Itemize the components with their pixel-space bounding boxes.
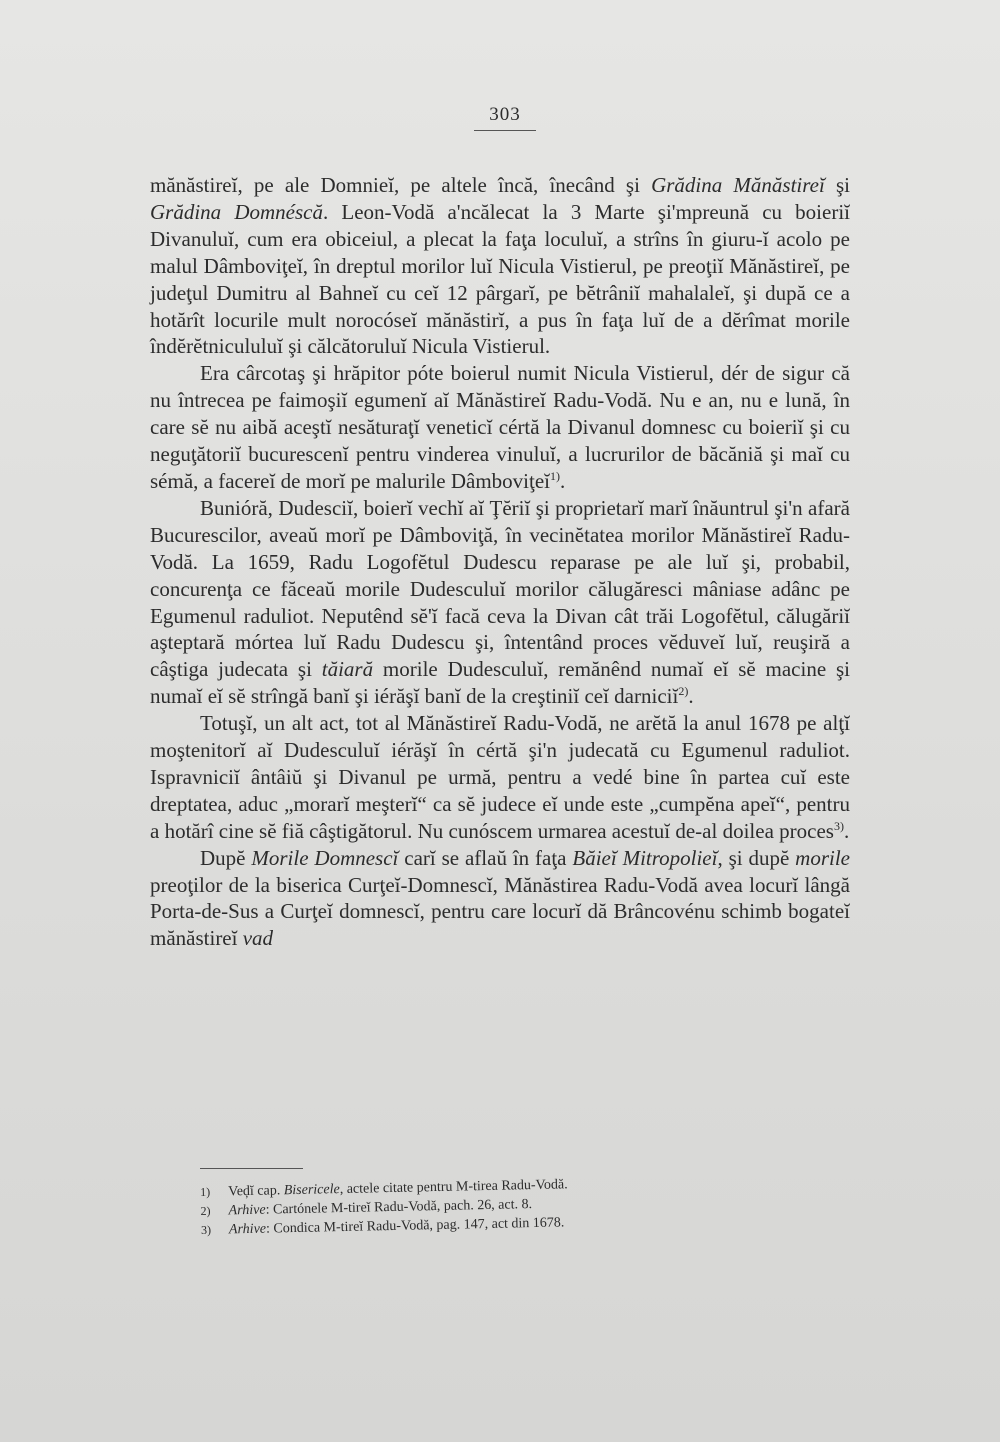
text-run: : Cartónele M-tireĭ Radu-Vodă, pach. 26, act. 8. <box>265 1197 533 1218</box>
text-run: , şi dupĕ <box>717 845 796 870</box>
footnote-ref: 3) <box>833 818 844 833</box>
text-run: mănăstireĭ, pe ale Domnieĭ, pe altele încă, înecând şi <box>150 173 652 197</box>
body-text <box>150 172 850 952</box>
text-run: morile Dudesculuĭ, remănênd numaĭ eĭ sĕ macine şi numaĭ eĭ sĕ strîngă banĭ şi iérăşĭ banĭ de la creştiniĭ ceĭ darniciĭ <box>150 657 850 709</box>
italic-text: morile <box>795 845 850 870</box>
paragraph <box>150 172 850 360</box>
italic-text: Arhive <box>228 1202 266 1219</box>
paragraph <box>150 845 850 953</box>
italic-text: tăiară <box>321 657 374 682</box>
text-run: , actele citate pentru M-tirea Radu-Vodă. <box>339 1177 568 1198</box>
footnote-number: 2) <box>200 1203 211 1218</box>
italic-text: Bisericele <box>283 1182 340 1199</box>
footnotes <box>200 1172 721 1240</box>
italic-text: Morile Domnescĭ <box>251 845 399 870</box>
footnote-number: 3) <box>200 1222 212 1237</box>
text-run: . <box>560 468 566 493</box>
text-run: . <box>688 684 694 709</box>
paragraph <box>150 360 850 495</box>
text-run: Totuşĭ, un alt act, tot al Mănăstireĭ Radu-Vodă, ne arĕtă la anul 1678 pe alţĭ moştenitorĭ aĭ Dudesculuĭ iérăşĭ în cértă şi'n judecată cu Egumenul raduliot. Ispravniciĭ ântâiŭ şi Divanul pe urmă, pentru a vedé bine în partea cuĭ este dreptatea, aduc „morarĭ meşterĭ“ ca sĕ judece eĭ unde este „cumpĕna apeĭ“, pentru a hotărî cine sĕ fiă câştigătorul. Nu cunóscem urmarea acestuĭ de-al doilea proces <box>150 711 850 843</box>
page-number-rule <box>474 130 536 131</box>
footnote-ref: 1) <box>550 468 560 483</box>
text-run: : Condica M-tireĭ Radu-Vodă, pag. 147, act din 1678. <box>265 1215 565 1237</box>
text-run: Veḑĭ cap. <box>228 1183 284 1200</box>
text-run: Era cârcotaş şi hrăpitor póte boierul numit Nicula Vistierul, dér de sigur că nu întrecea pe faimoşiĭ egumenĭ aĭ Mănăstireĭ Radu-Vodă. Nu e an, nu e lună, în care sĕ nu aibă aceştĭ nesăturaţĭ veneticĭ cértă la Divanul domnesc cu boieriĭ şi cu neguţătoriĭ bucurescenĭ pentru vinderea vinuluĭ, a lucrurilor de băcăniă şi maĭ cu sémă, a facereĭ de morĭ pe malurile Dâmboviţeĭ <box>150 361 850 493</box>
text-run: carĭ se aflaŭ în faţa <box>398 845 573 870</box>
footnote-number: 1) <box>200 1184 211 1199</box>
italic-text: Grădina Mănăstireĭ <box>651 173 825 197</box>
italic-text: Arhive <box>228 1221 267 1238</box>
italic-text: vad <box>242 926 274 951</box>
italic-text: Grădina Domnéscă <box>150 199 323 224</box>
text-run: . Leon-Vodă a'ncălecat la 3 Marte şi'mpreună cu boieriĭ Divanuluĭ, cum era obiceiul, a plecat la faţa loculuĭ, a strîns în giuru-ĭ acolo pe malul Dâmboviţeĭ, în dreptul morilor luĭ Nicula Vistierul, pe preoţiĭ Mănăstireĭ, pe judeţul Dumitru al Bahneĭ cu ceĭ 12 pârgarĭ, pe bĕtrâniĭ mahalaleĭ, şi după ce a hotărît locurile mult norocóseĭ mănăstirĭ, a pus în faţa luĭ de a dĕrîmat morile îndĕrĕtnicululuĭ şi călcătoruluĭ Nicula Vistierul. <box>150 199 850 359</box>
text-run: preoţilor de la biserica Curţeĭ-Domnescĭ, Mănăstirea Radu-Vodă avea locurĭ lângă Porta-de-Sus a Curţeĭ domnescĭ, pentru care locurĭ dă Brâncovénu schimb bogateĭ mănăstireĭ <box>150 872 850 951</box>
italic-text: Băieĭ Mitropolieĭ <box>572 845 718 870</box>
text-run: Dupĕ <box>200 845 252 870</box>
footnote-separator <box>200 1168 303 1169</box>
paragraph <box>150 710 850 845</box>
footnote-ref: 2) <box>678 684 689 699</box>
text-run: Bunióră, Dudesciĭ, boierĭ vechĭ aĭ Ţĕriĭ şi proprietarĭ marĭ înăuntrul şi'n afară Bucurescilor, aveaŭ morĭ pe Dâmboviţă, în vecinĕtatea morilor Mănăstireĭ Radu-Vodă. La 1659, Radu Logofĕtul Dudescu reparase pe ale luĭ şi, probabil, concurenţa ce făceaŭ morile Dudesculuĭ morilor călugăresci mâniase adânc pe Egumenul raduliot. Neputênd sĕ'ĭ facă ceva la Divan cât trăi Logofĕtul, călugăriĭ aşteptară mórtea luĭ Radu Dudescu şi, întentând proces vĕduveĭ luĭ, reuşiră a câştiga judecata şi <box>150 495 850 682</box>
text-run: . <box>843 818 850 843</box>
paragraph <box>150 495 850 710</box>
page-number: 303 <box>489 104 521 125</box>
text-run: şi <box>824 173 850 197</box>
